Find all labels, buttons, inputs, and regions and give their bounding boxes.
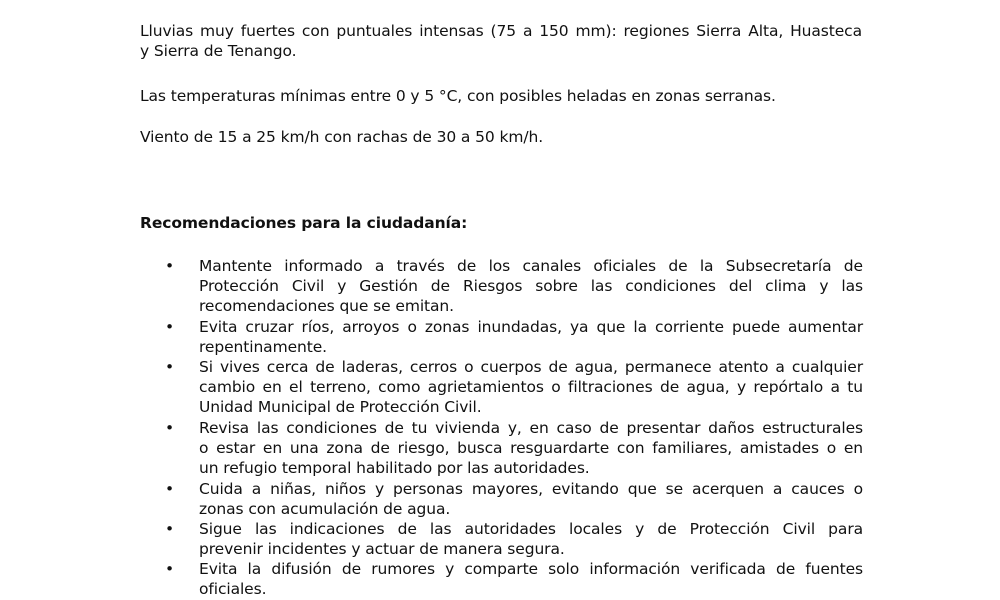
- bullet-marker: •: [165, 419, 175, 437]
- bullet-marker: •: [165, 560, 175, 578]
- bullet-marker: •: [165, 480, 175, 498]
- rain-forecast-line-1: Lluvias muy fuertes con puntuales intensas (75 a 150 mm): regiones Sierra Alta, Huasteca: [140, 22, 862, 40]
- recommendation-4-line-2: o estar en una zona de riesgo, busca resguardarte con familiares, amistades o en: [199, 439, 863, 457]
- recommendation-2-line-2: repentinamente.: [199, 338, 327, 356]
- recommendation-3-line-3: Unidad Municipal de Protección Civil.: [199, 398, 482, 416]
- recommendation-6-line-2: prevenir incidentes y actuar de manera segura.: [199, 540, 565, 558]
- recommendation-5-line-1: Cuida a niñas, niños y personas mayores, evitando que se acerquen a cauces o: [199, 480, 863, 498]
- recommendation-6-line-1: Sigue las indicaciones de las autoridades locales y de Protección Civil para: [199, 520, 863, 538]
- recommendation-4-line-1: Revisa las condiciones de tu vivienda y, en caso de presentar daños estructurales: [199, 419, 863, 437]
- rain-forecast-line-2: y Sierra de Tenango.: [140, 42, 297, 60]
- recommendation-7-line-1: Evita la difusión de rumores y comparte solo información verificada de fuentes: [199, 560, 863, 578]
- recommendation-1-line-3: recomendaciones que se emitan.: [199, 297, 454, 315]
- wind-forecast: Viento de 15 a 25 km/h con rachas de 30 a 50 km/h.: [140, 128, 544, 146]
- bullet-marker: •: [165, 318, 175, 336]
- recommendations-heading: Recomendaciones para la ciudadanía:: [140, 214, 468, 232]
- recommendation-3-line-2: cambio en el terreno, como agrietamientos o filtraciones de agua, y repórtalo a tu: [199, 378, 863, 396]
- recommendation-5-line-2: zonas con acumulación de agua.: [199, 500, 451, 518]
- bullet-marker: •: [165, 358, 175, 376]
- recommendation-1-line-1: Mantente informado a través de los canales oficiales de la Subsecretaría de: [199, 257, 863, 275]
- bullet-marker: •: [165, 520, 175, 538]
- recommendation-2-line-1: Evita cruzar ríos, arroyos o zonas inundadas, ya que la corriente puede aumentar: [199, 318, 863, 336]
- recommendation-4-line-3: un refugio temporal habilitado por las autoridades.: [199, 459, 590, 477]
- bullet-marker: •: [165, 257, 175, 275]
- recommendation-3-line-1: Si vives cerca de laderas, cerros o cuerpos de agua, permanece atento a cualquier: [199, 358, 863, 376]
- temperature-forecast: Las temperaturas mínimas entre 0 y 5 °C, con posibles heladas en zonas serranas.: [140, 87, 776, 105]
- recommendation-1-line-2: Protección Civil y Gestión de Riesgos sobre las condiciones del clima y las: [199, 277, 863, 295]
- recommendation-7-line-2: oficiales.: [199, 580, 267, 598]
